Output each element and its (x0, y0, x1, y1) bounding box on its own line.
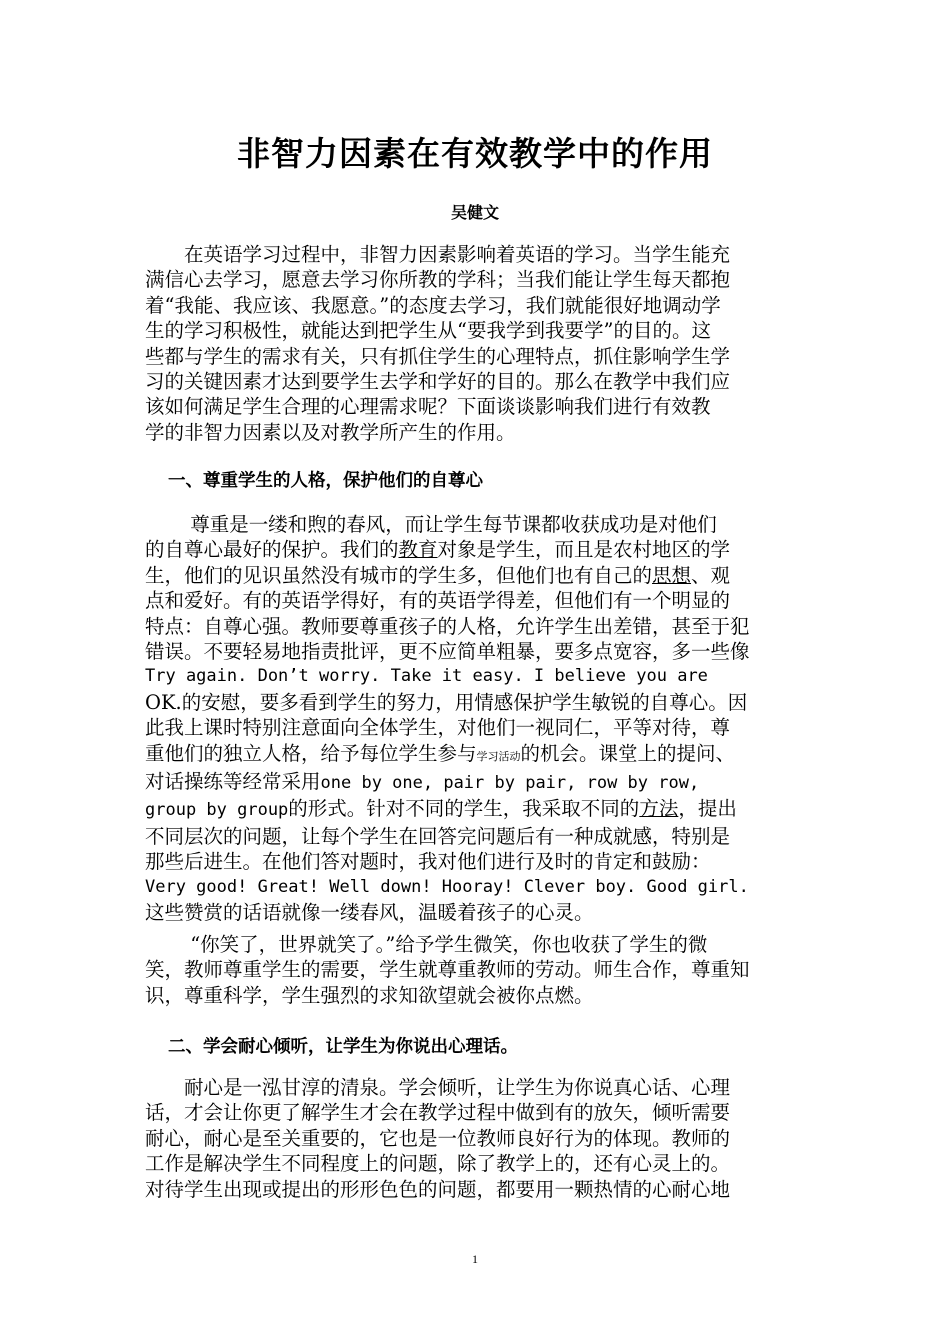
link-thought[interactable]: 思想 (652, 563, 692, 587)
text-line: 些都与学生的需求有关，只有抓住学生的心理特点，抓住影响学生学 (145, 344, 731, 368)
text-line: 尊重是一缕和煦的春风，而让学生每节课都收获成功是对他们 (145, 513, 717, 536)
text-line: 重他们的独立人格，给予每位学生参与学习活动的机会。课堂上的提问、 (145, 741, 736, 765)
text-line: “你笑了，世界就笑了。”给予学生微笑，你也收获了学生的微 (145, 933, 708, 956)
link-education[interactable]: 教育 (398, 538, 438, 562)
document-title: 非智力因素在有效教学中的作用 (237, 134, 713, 173)
text-line: 那些后进生。在他们答对题时，我对他们进行及时的肯定和鼓励： (145, 850, 711, 874)
section2-paragraph (145, 1075, 813, 1202)
text-line: 不同层次的问题，让每个学生在回答完问题后有一种成就感，特别是 (145, 824, 731, 848)
section1b-paragraph (145, 932, 813, 1008)
author-name: 吴健文 (450, 203, 499, 222)
text-line: 特点：自尊心强。教师要尊重孩子的人格，允许学生出差错，甚至于犯 (145, 614, 750, 638)
text-line: 生的学习积极性，就能达到把学生从“要我学到我要学”的目的。这 (145, 319, 711, 343)
section-heading-1: 一、尊重学生的人格，保护他们的自尊心 (168, 471, 483, 491)
text-line: 工作是解决学生不同程度上的问题，除了教学上的，还有心灵上的。 (145, 1152, 731, 1176)
text-line: 耐心是一泓甘淳的清泉。学会倾听，让学生为你说真心话、心理 (145, 1076, 731, 1099)
text-line: 在英语学习过程中，非智力因素影响着英语的学习。当学生能充 (145, 243, 731, 266)
text-line: 耐心，耐心是至关重要的，它也是一位教师良好行为的体现。教师的 (145, 1126, 731, 1150)
page-number: 1 (472, 1252, 478, 1266)
text-line: 话，才会让你更了解学生才会在教学过程中做到有的放矢，倾听需要 (145, 1101, 731, 1125)
text-line: 满信心去学习，愿意去学习你所教的学科；当我们能让学生每天都抱 (145, 268, 731, 292)
text-line: 着“我能、我应该、我愿意。”的态度去学习，我们就能很好地调动学 (145, 293, 721, 317)
text-line: 识，尊重科学，学生强烈的求知欲望就会被你点燃。 (145, 983, 594, 1007)
text-line: 的自尊心最好的保护。我们的教育对象是学生，而且是农村地区的学 (145, 538, 731, 562)
text-line: 笑，教师尊重学生的需要，学生就尊重教师的劳动。师生合作，尊重知 (145, 958, 750, 982)
text-line: 对待学生出现或提出的形形色色的问题，都要用一颗热情的心耐心地 (145, 1177, 731, 1201)
text-line: group by group的形式。针对不同的学生，我采取不同的方法，提出 (145, 797, 737, 821)
section-heading-2: 二、学会耐心倾听，让学生为你说出心理话。 (168, 1037, 518, 1057)
text-line: Try again. Don’t worry. Take it easy. I believe you are (145, 666, 708, 687)
link-learning-activity[interactable]: 学习活动 (476, 749, 521, 763)
text-line: 点和爱好。有的英语学得好，有的英语学得差，但他们有一个明显的 (145, 589, 731, 613)
link-method[interactable]: 方法 (639, 797, 679, 821)
section1-paragraph (145, 512, 813, 926)
text-line: 这些赞赏的话语就像一缕春风，温暖着孩子的心灵。 (145, 901, 594, 925)
text-line: 习的关键因素才达到要学生去学和学好的目的。那么在教学中我们应 (145, 370, 731, 394)
text-line: 该如何满足学生合理的心理需求呢？下面谈谈影响我们进行有效教 (145, 395, 711, 419)
text-line: OK.的安慰，要多看到学生的努力，用情感保护学生敏锐的自尊心。因 (145, 690, 748, 714)
text-line: 生，他们的见识虽然没有城市的学生多，但他们也有自己的思想、观 (145, 563, 731, 587)
text-line: 对话操练等经常采用one by one, pair by pair, row by row, (145, 770, 700, 794)
text-line: 错误。不要轻易地指责批评，更不应简单粗暴，要多点宽容，多一些像 (145, 640, 750, 664)
text-line: Very good! Great! Well down! Hooray! Clever boy. Good girl. (145, 876, 749, 897)
text-line: 学的非智力因素以及对教学所产生的作用。 (145, 420, 516, 444)
intro-paragraph (145, 242, 813, 445)
text-line: 此我上课时特别注意面向全体学生，对他们一视同仁，平等对待，尊 (145, 716, 731, 740)
